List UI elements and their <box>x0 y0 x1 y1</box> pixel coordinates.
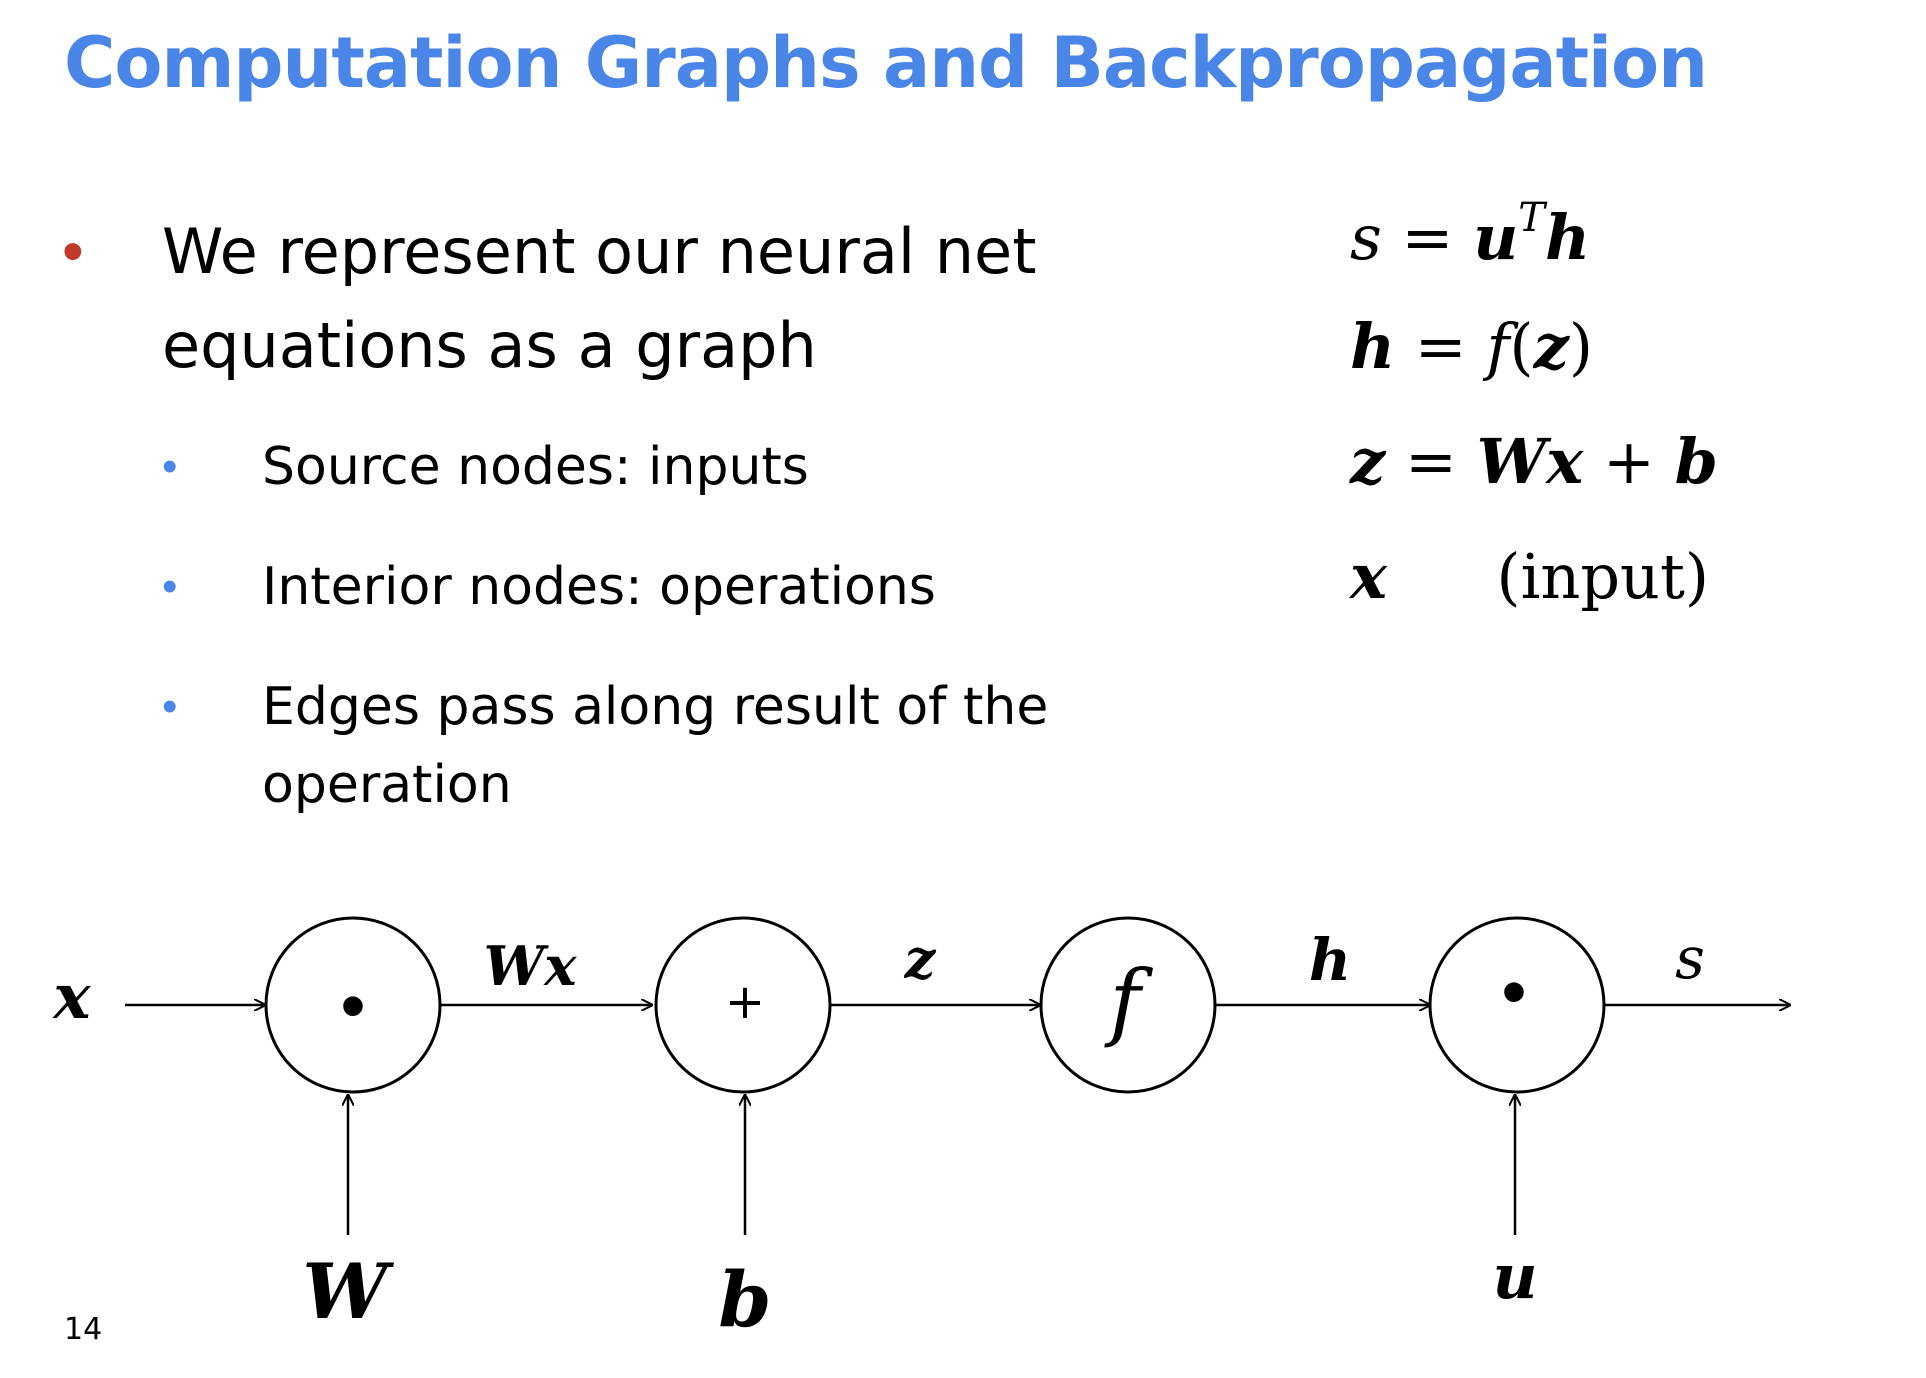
eq-superscript: T <box>1518 195 1545 241</box>
main-bullet-marker: • <box>62 217 84 286</box>
eq-plus: + <box>1602 425 1655 498</box>
input-label-w: W <box>302 1247 388 1336</box>
eq-lhs: s <box>1350 201 1382 274</box>
eq-lhs: z <box>1350 425 1386 498</box>
eq-var: h <box>1544 201 1591 274</box>
page-number: 14 <box>64 1312 103 1347</box>
eq-var: x <box>1350 540 1387 613</box>
eq-lhs: h <box>1350 310 1396 383</box>
sub-bullet-text: Source nodes: inputs <box>262 437 809 497</box>
sub-bullet-text: Edges pass along result of the operation <box>262 677 1049 815</box>
sub-bullet-marker: • <box>162 682 178 731</box>
edge-label-s: s <box>1675 924 1705 992</box>
eq-note: (input) <box>1496 540 1710 613</box>
sub-bullet-marker: • <box>162 442 178 491</box>
eq-var: b <box>1674 425 1718 498</box>
eq-paren: ( <box>1509 310 1534 383</box>
edge-label-wx: Wx <box>483 934 577 998</box>
eq-var: z <box>1533 310 1569 383</box>
eq-var: W <box>1476 425 1547 498</box>
node-add-symbol: + <box>724 974 766 1030</box>
edge-label-z: z <box>904 927 936 991</box>
eq-equals: = <box>1401 201 1454 274</box>
main-bullet-text: We represent our neural net equations as a graph <box>162 215 1037 382</box>
slide-title: Computation Graphs and Backpropagation <box>64 22 1707 104</box>
sub-bullet-text: Interior nodes: operations <box>262 557 936 617</box>
edge-label-h: h <box>1308 926 1352 994</box>
node-multiply-1-symbol: • <box>340 966 366 1046</box>
eq-paren: ) <box>1568 310 1594 383</box>
input-label-u: u <box>1492 1240 1538 1313</box>
input-label-x: x <box>53 960 91 1033</box>
input-label-b: b <box>718 1255 772 1344</box>
eq-equals: = <box>1404 425 1457 498</box>
eq-var: u <box>1473 201 1519 274</box>
eq-var: x <box>1546 425 1584 498</box>
node-f-symbol: f <box>1109 952 1141 1050</box>
eq-equals: = <box>1414 310 1467 383</box>
node-multiply-2-symbol: • <box>1501 952 1527 1032</box>
eq-func: f <box>1486 310 1510 383</box>
sub-bullet-marker: • <box>162 562 178 611</box>
